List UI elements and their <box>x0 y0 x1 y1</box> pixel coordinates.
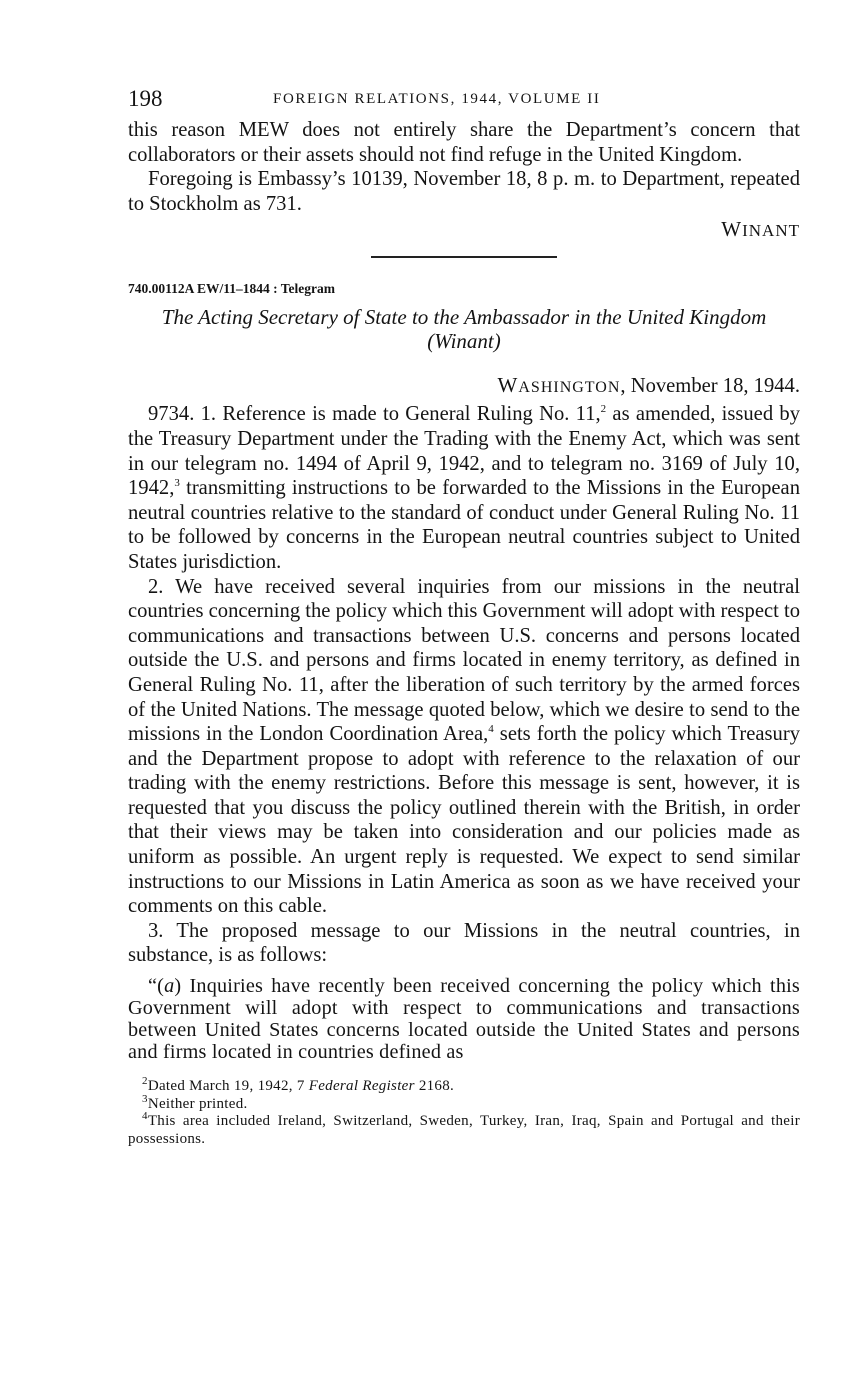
text-run: transmitting instructions to be forwarded to the Missions in the European neutral countries relative to the standard of conduct under General Ruling No. 11 to be followed by concerns in the European neutral countries subject to United States jurisdiction. <box>128 477 800 573</box>
running-title: FOREIGN RELATIONS, 1944, VOLUME II <box>273 91 601 107</box>
document-title-text: The Acting Secretary of State to the Ambassador in the United Kingdom (Winant) <box>161 305 767 354</box>
dateline <box>128 373 800 400</box>
footnote-4 <box>128 1110 800 1148</box>
footnote-ref: 2 <box>600 403 607 416</box>
page-number: 198 <box>128 86 163 111</box>
text-run: Dated March 19, 1942, 7 <box>147 1078 309 1095</box>
prior-document-paragraph: this reason MEW does not entirely share the Department’s concern that collaborators or their assets should not find refuge in the United Kingdom. <box>128 119 800 166</box>
text-run-italic: a <box>164 975 175 998</box>
dateline-place: WASHINGTON <box>497 373 621 398</box>
footnote-2 <box>128 1075 800 1096</box>
text-run: 2168. <box>414 1078 455 1095</box>
text-run: as amended, issued by the Treasury Department under the Trading with the Enemy Act, which was sent in our telegram no. 1494 of April 9, 1942, and to telegram no. 3169 of July 10, 1942, <box>128 403 800 500</box>
paragraph-3: 3. The proposed message to our Missions in the neutral countries, in substance, is as follows: <box>128 919 800 967</box>
footnote-ref: 3 <box>174 477 180 490</box>
footnotes <box>128 1075 800 1148</box>
text-run: Neither printed. <box>147 1095 248 1112</box>
footnote-3 <box>128 1092 800 1114</box>
text-run-italic: Federal Register <box>308 1078 415 1095</box>
quoted-message <box>128 975 800 1063</box>
text-run: 9734. 1. Reference is made to General Ruling No. 11, <box>148 403 601 426</box>
running-head <box>128 84 800 118</box>
signature-text: WINANT <box>721 217 800 242</box>
dateline-date: , November 18, 1944. <box>620 375 800 398</box>
text-run: This area included Ireland, Switzerland, Sweden, Turkey, Iran, Iraq, Spain and Portugal and their possessions. <box>128 1113 800 1147</box>
paragraph-1 <box>128 402 800 574</box>
footnote-mark: 4 <box>142 1110 148 1123</box>
document-title <box>128 305 800 353</box>
footnote-ref: 4 <box>488 723 494 736</box>
text-run: ) Inquiries have recently been received concerning the policy which this Government will adopt with respect to communications and transactions between United States concerns located outside the United States and persons and firms located in countries defined as <box>128 975 800 1064</box>
paragraph-2 <box>128 575 800 919</box>
telegram-body <box>128 402 800 1063</box>
text-run: 2. We have received several inquiries from our missions in the neutral countries concerning the policy which this Government will adopt with respect to communications and transactions between U.S. concerns and persons located outside the U.S. and persons and firms located in enemy territory, as defined in General Ruling No. 11, after the liberation of such territory by the armed forces of the United Nations. The message quoted below, which we desire to send to the missions in the London Coordination Area, <box>128 575 800 746</box>
file-reference: 740.00112A EW/11–1844 : Telegram <box>128 281 336 297</box>
document-page <box>128 84 800 1148</box>
quoted-paragraph <box>128 975 800 1063</box>
spacer <box>128 968 800 975</box>
section-divider <box>371 256 557 258</box>
text-run: sets forth the policy which Treasury and the Department propose to adopt with reference to the relaxation of our trading with the enemy restrictions. Before this message is sent, however, it is requested that you discuss the policy outlined therein with the British, in order that their views may be taken into consideration and our policies made as uniform as possible. An urgent reply is requested. We expect to send similar instructions to our Missions in Latin America as soon as we have received your comments on this cable. <box>128 723 800 918</box>
prior-document-paragraph: Foregoing is Embassy’s 10139, November 18, 8 p. m. to Department, repeated to Stockholm as 731. <box>128 168 800 215</box>
footnote-mark: 3 <box>142 1092 148 1105</box>
signature <box>128 217 800 242</box>
footnote-mark: 2 <box>142 1075 148 1088</box>
text-run: “( <box>148 975 165 998</box>
